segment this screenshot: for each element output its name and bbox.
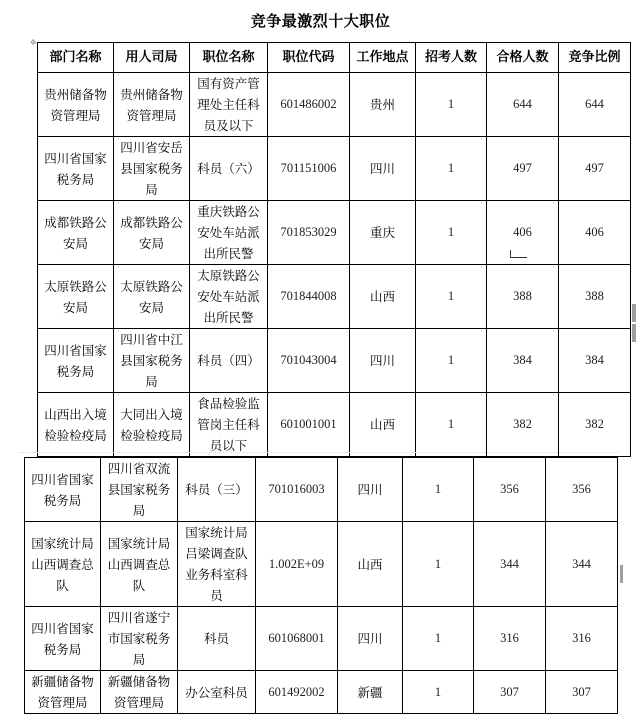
table-move-handle-icon[interactable]: ✥	[30, 38, 37, 47]
cell-recruit-count: 1	[416, 201, 487, 265]
cell-location: 四川	[338, 607, 403, 671]
cell-recruit-count: 1	[416, 265, 487, 329]
cell-location: 新疆	[338, 671, 403, 714]
table-row	[38, 73, 631, 137]
cell-position-name: 科员（六）	[190, 137, 268, 201]
cell-bureau: 贵州储备物资管理局	[114, 73, 190, 137]
cell-department: 成都铁路公安局	[38, 201, 114, 265]
table-row	[38, 393, 631, 457]
cell-department: 太原铁路公安局	[38, 265, 114, 329]
cell-position-name: 科员（三）	[178, 458, 256, 522]
cell-location: 山西	[338, 522, 403, 607]
text-cursor-icon	[510, 250, 527, 258]
table-row	[38, 265, 631, 329]
cell-qualified-count: 644	[487, 73, 559, 137]
table-row	[25, 671, 618, 714]
cell-position-code: 1.002E+09	[256, 522, 338, 607]
cell-qualified-count: 382	[487, 393, 559, 457]
cell-qualified-count: 497	[487, 137, 559, 201]
cell-position-code: 601486002	[268, 73, 350, 137]
cell-bureau: 大同出入境检验检疫局	[114, 393, 190, 457]
cell-department: 四川省国家税务局	[25, 607, 101, 671]
cell-position-name: 国有资产管理处主任科员及以下	[190, 73, 268, 137]
table-header-row	[38, 43, 631, 73]
cell-competition-ratio: 316	[546, 607, 618, 671]
cell-qualified-count: 344	[474, 522, 546, 607]
cell-bureau: 四川省遂宁市国家税务局	[101, 607, 178, 671]
column-resize-handle[interactable]	[632, 324, 636, 342]
cell-recruit-count: 1	[403, 458, 474, 522]
cell-location: 山西	[350, 265, 416, 329]
cell-position-name: 科员（四）	[190, 329, 268, 393]
cell-competition-ratio: 384	[559, 329, 631, 393]
cell-position-name: 太原铁路公安处车站派出所民警	[190, 265, 268, 329]
cell-recruit-count: 1	[403, 671, 474, 714]
cell-department: 四川省国家税务局	[38, 329, 114, 393]
cell-bureau: 太原铁路公安局	[114, 265, 190, 329]
cell-position-code: 701016003	[256, 458, 338, 522]
cell-location: 重庆	[350, 201, 416, 265]
cell-location: 四川	[350, 329, 416, 393]
cell-recruit-count: 1	[416, 73, 487, 137]
cell-bureau: 四川省安岳县国家税务局	[114, 137, 190, 201]
cell-competition-ratio: 307	[546, 671, 618, 714]
cell-position-name: 科员	[178, 607, 256, 671]
cell-qualified-count: 307	[474, 671, 546, 714]
cell-competition-ratio: 644	[559, 73, 631, 137]
cell-department: 四川省国家税务局	[38, 137, 114, 201]
cell-position-name: 食品检验监管岗主任科员以下	[190, 393, 268, 457]
cell-position-code: 701844008	[268, 265, 350, 329]
cell-bureau: 四川省中江县国家税务局	[114, 329, 190, 393]
cell-qualified-count: 356	[474, 458, 546, 522]
cell-position-code: 701853029	[268, 201, 350, 265]
cell-qualified-count: 384	[487, 329, 559, 393]
table-row	[25, 522, 618, 607]
cell-position-code: 601001001	[268, 393, 350, 457]
cell-competition-ratio: 382	[559, 393, 631, 457]
table-row	[38, 201, 631, 265]
cell-position-code: 701151006	[268, 137, 350, 201]
cell-location: 山西	[350, 393, 416, 457]
cell-department: 国家统计局山西调查总队	[25, 522, 101, 607]
page-break-divider	[20, 452, 620, 453]
cell-bureau: 成都铁路公安局	[114, 201, 190, 265]
cell-competition-ratio: 356	[546, 458, 618, 522]
header-bureau: 用人司局	[114, 43, 190, 73]
cell-competition-ratio: 497	[559, 137, 631, 201]
cell-qualified-count: 316	[474, 607, 546, 671]
cell-department: 四川省国家税务局	[25, 458, 101, 522]
cell-department: 贵州储备物资管理局	[38, 73, 114, 137]
cell-position-code: 701043004	[268, 329, 350, 393]
cell-qualified-count: 406	[487, 201, 559, 265]
table-row	[38, 329, 631, 393]
table-row	[25, 607, 618, 671]
cell-recruit-count: 1	[416, 393, 487, 457]
cell-recruit-count: 1	[403, 607, 474, 671]
cell-department: 新疆储备物资管理局	[25, 671, 101, 714]
header-recruit-count: 招考人数	[416, 43, 487, 73]
table-row	[25, 458, 618, 522]
cell-department: 山西出入境检验检疫局	[38, 393, 114, 457]
cell-competition-ratio: 388	[559, 265, 631, 329]
header-department: 部门名称	[38, 43, 114, 73]
cell-position-code: 601068001	[256, 607, 338, 671]
header-position-code: 职位代码	[268, 43, 350, 73]
row-resize-handle[interactable]	[620, 565, 623, 583]
table-row	[38, 137, 631, 201]
cell-position-code: 601492002	[256, 671, 338, 714]
cell-recruit-count: 1	[416, 137, 487, 201]
cell-location: 四川	[350, 137, 416, 201]
cell-recruit-count: 1	[403, 522, 474, 607]
cell-bureau: 国家统计局山西调查总队	[101, 522, 178, 607]
cell-location: 四川	[338, 458, 403, 522]
cell-bureau: 新疆储备物资管理局	[101, 671, 178, 714]
cell-position-name: 办公室科员	[178, 671, 256, 714]
cell-qualified-count: 388	[487, 265, 559, 329]
header-work-location: 工作地点	[350, 43, 416, 73]
positions-table-part-2	[24, 457, 618, 714]
page-title: 竞争最激烈十大职位	[250, 12, 391, 30]
header-competition-ratio: 竞争比例	[559, 43, 631, 73]
cell-position-name: 重庆铁路公安处车站派出所民警	[190, 201, 268, 265]
cell-recruit-count: 1	[416, 329, 487, 393]
column-resize-handle[interactable]	[632, 304, 636, 322]
cell-position-name: 国家统计局吕梁调查队业务科室科员	[178, 522, 256, 607]
header-qualified-count: 合格人数	[487, 43, 559, 73]
cell-bureau: 四川省双流县国家税务局	[101, 458, 178, 522]
header-position-name: 职位名称	[190, 43, 268, 73]
cell-competition-ratio: 344	[546, 522, 618, 607]
cell-competition-ratio: 406	[559, 201, 631, 265]
cell-location: 贵州	[350, 73, 416, 137]
positions-table-part-1	[37, 42, 631, 457]
